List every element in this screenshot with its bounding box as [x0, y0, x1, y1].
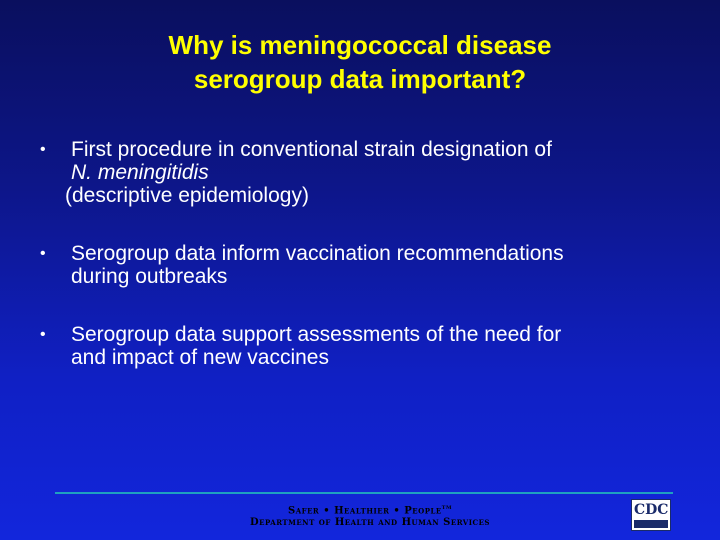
bullet-item: [40, 138, 700, 207]
bullet-icon: •: [40, 326, 46, 343]
cdc-logo-text: CDC: [634, 502, 669, 518]
cdc-logo-bar: [634, 520, 668, 528]
footer-divider: [55, 492, 673, 494]
bullet-1-line-1: First procedure in conventional strain designation of: [71, 138, 552, 161]
footer-tagline: [220, 502, 520, 529]
bullet-1-line-2: N. meningitidis: [71, 161, 209, 184]
bullet-2-line-1: Serogroup data inform vaccination recommendations: [71, 242, 564, 265]
bullet-3-line-1: Serogroup data support assessments of the need for: [71, 323, 562, 346]
trademark-mark: TM: [441, 505, 453, 511]
title-line-2: serogroup data important?: [193, 64, 527, 94]
bullet-2-line-2: during outbreaks: [71, 265, 228, 288]
bullet-list: [40, 138, 700, 404]
bullet-item: [40, 242, 700, 288]
footer-line-1: Safer • Healthier • People™: [287, 505, 453, 517]
bullet-item: [40, 323, 700, 369]
bullet-icon: •: [40, 245, 46, 262]
footer-line-2: Department of Health and Human Services: [250, 517, 490, 529]
bullet-3-line-2: and impact of new vaccines: [71, 346, 329, 369]
bullet-icon: •: [40, 141, 46, 158]
slide-title: [60, 28, 660, 96]
title-line-1: Why is meningococcal disease: [168, 30, 552, 60]
bullet-1-line-3: (descriptive epidemiology): [65, 184, 309, 207]
cdc-logo: [631, 499, 671, 531]
